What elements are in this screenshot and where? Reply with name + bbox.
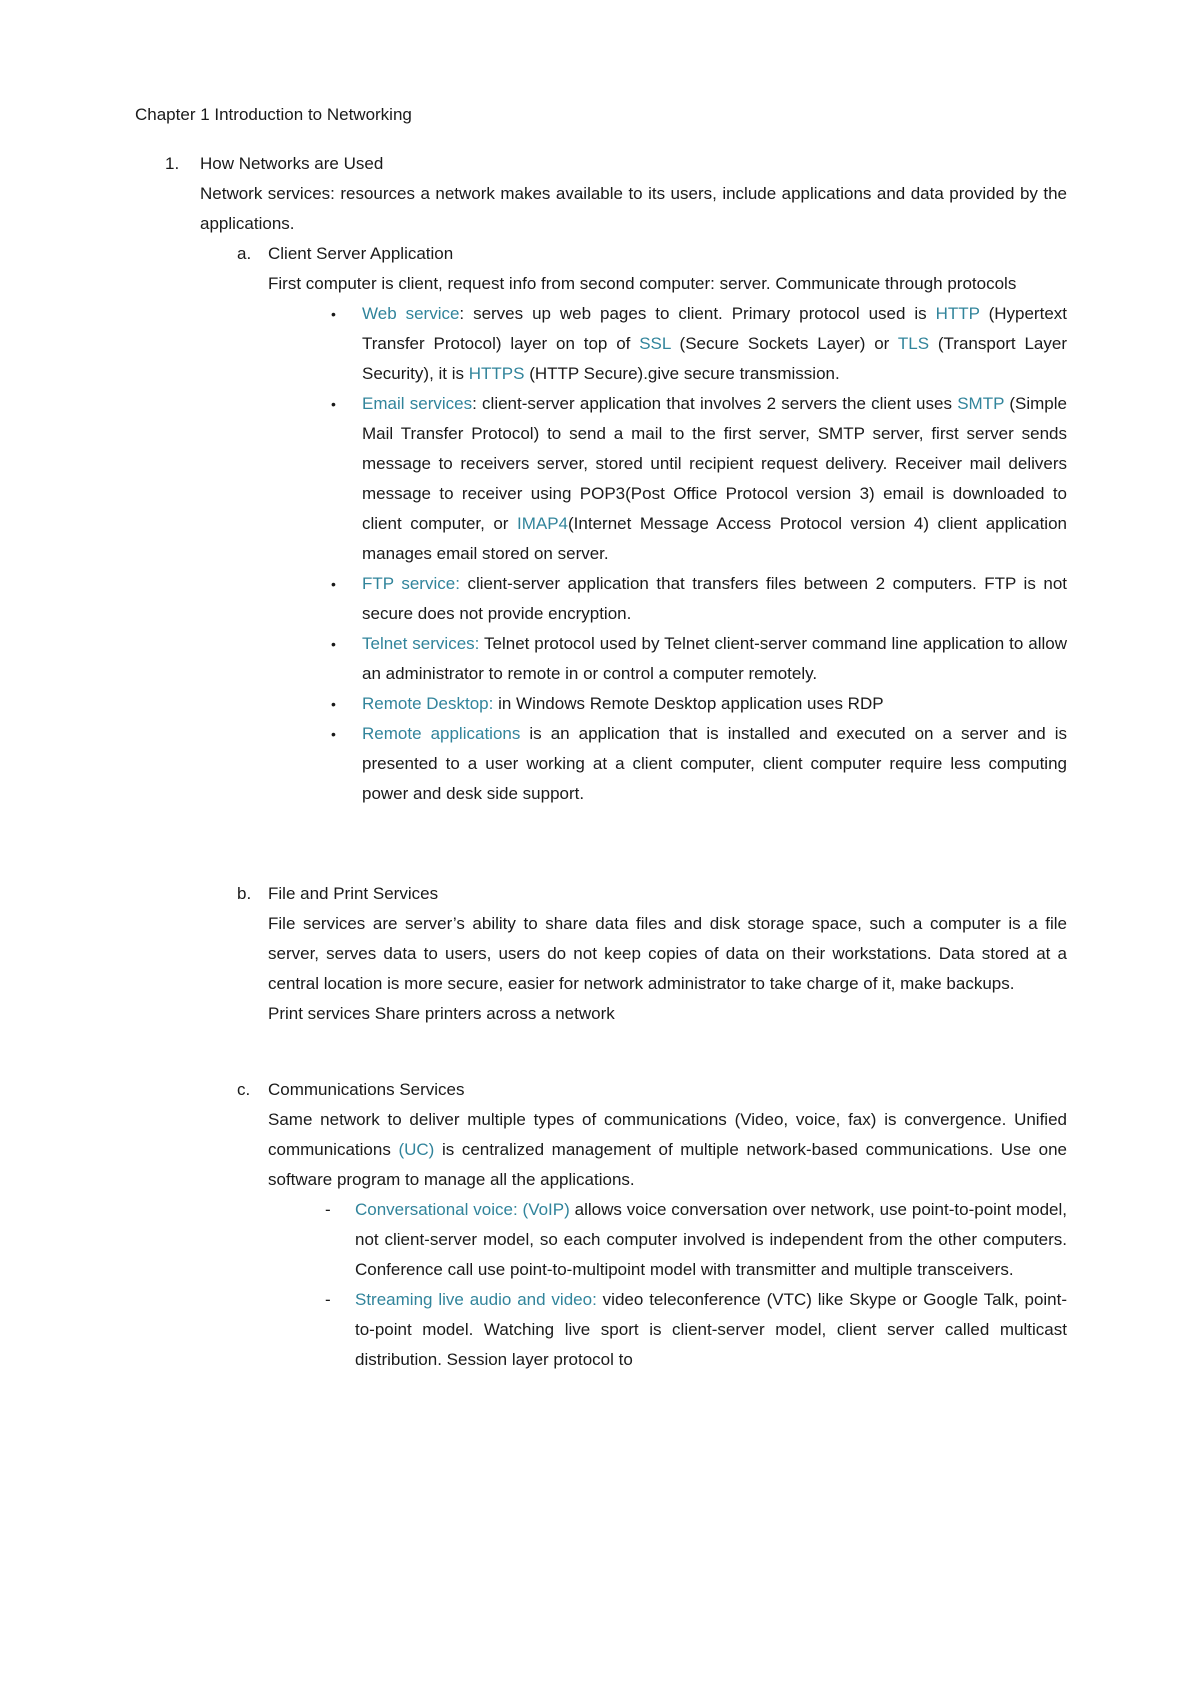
dash-marker: -	[325, 1290, 331, 1309]
key-term: Web service	[362, 304, 460, 323]
bullet-text	[362, 304, 1067, 383]
key-term: Telnet services:	[362, 634, 480, 653]
bullet-marker: •	[331, 726, 336, 742]
bullet-marker: •	[331, 576, 336, 592]
dash-text	[355, 1290, 1067, 1369]
text-run: is centralized management of multiple network-based communications. Use one software program to manage all the applications.	[268, 1140, 1067, 1189]
bullet-item	[135, 389, 1067, 569]
bullet-item	[135, 629, 1067, 689]
dash-marker: -	[325, 1200, 331, 1219]
key-term: HTTP	[935, 304, 980, 323]
list-number: 1.	[165, 154, 180, 173]
bullet-text	[362, 724, 1067, 803]
bullet-marker: •	[331, 396, 336, 412]
key-term: HTTPS	[468, 364, 525, 383]
key-term: Streaming live audio and video:	[355, 1290, 597, 1309]
text-run: is an application that is installed and executed on a server and is presented to a user working at a client computer, client computer require less computing power and desk side support.	[362, 724, 1068, 803]
key-term: Conversational voice: (VoIP)	[355, 1200, 570, 1219]
page-title: Chapter 1 Introduction to Networking	[135, 105, 412, 124]
text-run: (HTTP Secure).give secure transmission.	[524, 364, 840, 383]
dash-item	[135, 1285, 1067, 1375]
section-b-paragraph-2: Print services Share printers across a network	[268, 1004, 615, 1023]
text-run: (Hypertext Transfer Protocol) layer on top of	[362, 304, 1067, 353]
bullet-marker: •	[331, 696, 336, 712]
list-heading: How Networks are Used	[200, 154, 384, 173]
bullet-text	[362, 574, 1067, 623]
dash-text	[355, 1200, 1067, 1279]
key-term: Remote Desktop:	[362, 694, 494, 713]
text-run: : client-server application that involves 2 servers the client uses	[472, 394, 958, 413]
text-run: Same network to deliver multiple types of communications (Video, voice, fax) is convergence. Unified communications	[268, 1110, 1067, 1159]
dash-item	[135, 1195, 1067, 1285]
section-a-heading-row	[135, 239, 1067, 269]
text-run: (Simple Mail Transfer Protocol) to send a mail to the first server, SMTP server, first server sends message to receivers server, stored until recipient request delivery. Receiver mail delivers message to receiver using POP3(Post Office Protocol version 3) email is downloaded to client computer, or	[362, 394, 1067, 533]
key-term: Remote applications	[362, 724, 521, 743]
section-letter: c.	[237, 1080, 251, 1099]
bullet-text	[362, 694, 884, 713]
section-b-heading-row	[135, 879, 1067, 909]
key-term: TLS	[897, 334, 930, 353]
section-b-paragraph: File services are server’s ability to share data files and disk storage space, such a computer is a file server, serves data to users, users do not keep copies of data on their workstations. Data stored at a central location is more secure, easier for network administrator to take charge of it, make backups.	[268, 914, 1067, 993]
key-term: Email services	[362, 394, 473, 413]
bullet-item	[135, 299, 1067, 389]
text-run: (Secure Sockets Layer) or	[670, 334, 898, 353]
text-run: : serves up web pages to client. Primary protocol used is	[459, 304, 936, 323]
text-run: (Internet Message Access Protocol version 4) client application manages email stored on server.	[362, 514, 1067, 563]
text-run: in Windows Remote Desktop application uses RDP	[493, 694, 884, 713]
bullet-marker: •	[331, 306, 336, 322]
text-run: allows voice conversation over network, use point-to-point model, not client-server model, so each computer involved is independent from the other computers. Conference call use point-to-multipoint model with transmitter and multiple transceivers.	[355, 1200, 1067, 1279]
section-c-lead-paragraph	[135, 1105, 1067, 1195]
text-run: client-server application that transfers files between 2 computers. FTP is not secure does not provide encryption.	[362, 574, 1068, 623]
section-c-heading-row	[135, 1075, 1067, 1105]
bullet-item	[135, 689, 1067, 719]
section-heading: Client Server Application	[268, 244, 454, 263]
key-term: SMTP	[957, 394, 1005, 413]
text-run: (Transport Layer Security), it is	[362, 334, 1068, 383]
section-letter: a.	[237, 244, 252, 263]
text-run: Telnet protocol used by Telnet client-server command line application to allow an administrator to remote in or control a computer remotely.	[362, 634, 1067, 683]
bullet-item	[135, 569, 1067, 629]
key-term: (UC)	[398, 1140, 435, 1159]
bullet-text	[362, 634, 1067, 683]
key-term: IMAP4	[516, 514, 569, 533]
section-heading: Communications Services	[268, 1080, 465, 1099]
numbered-list-item	[135, 149, 1067, 179]
key-term: FTP service:	[362, 574, 460, 593]
section-letter: b.	[237, 884, 252, 903]
bullet-item	[135, 719, 1067, 809]
text-run: video teleconference (VTC) like Skype or Google Talk, point-to-point model. Watching live sport is client-server model, client server called multicast distribution. Session layer protocol to	[355, 1290, 1068, 1369]
bullet-marker: •	[331, 636, 336, 652]
intro-paragraph: Network services: resources a network makes available to its users, include applications and data provided by the applications.	[200, 184, 1067, 233]
key-term: SSL	[639, 334, 671, 353]
section-a-lead-paragraph: First computer is client, request info from second computer: server. Communicate through protocols	[268, 274, 1017, 293]
section-heading: File and Print Services	[268, 884, 439, 903]
bullet-text	[362, 394, 1067, 563]
